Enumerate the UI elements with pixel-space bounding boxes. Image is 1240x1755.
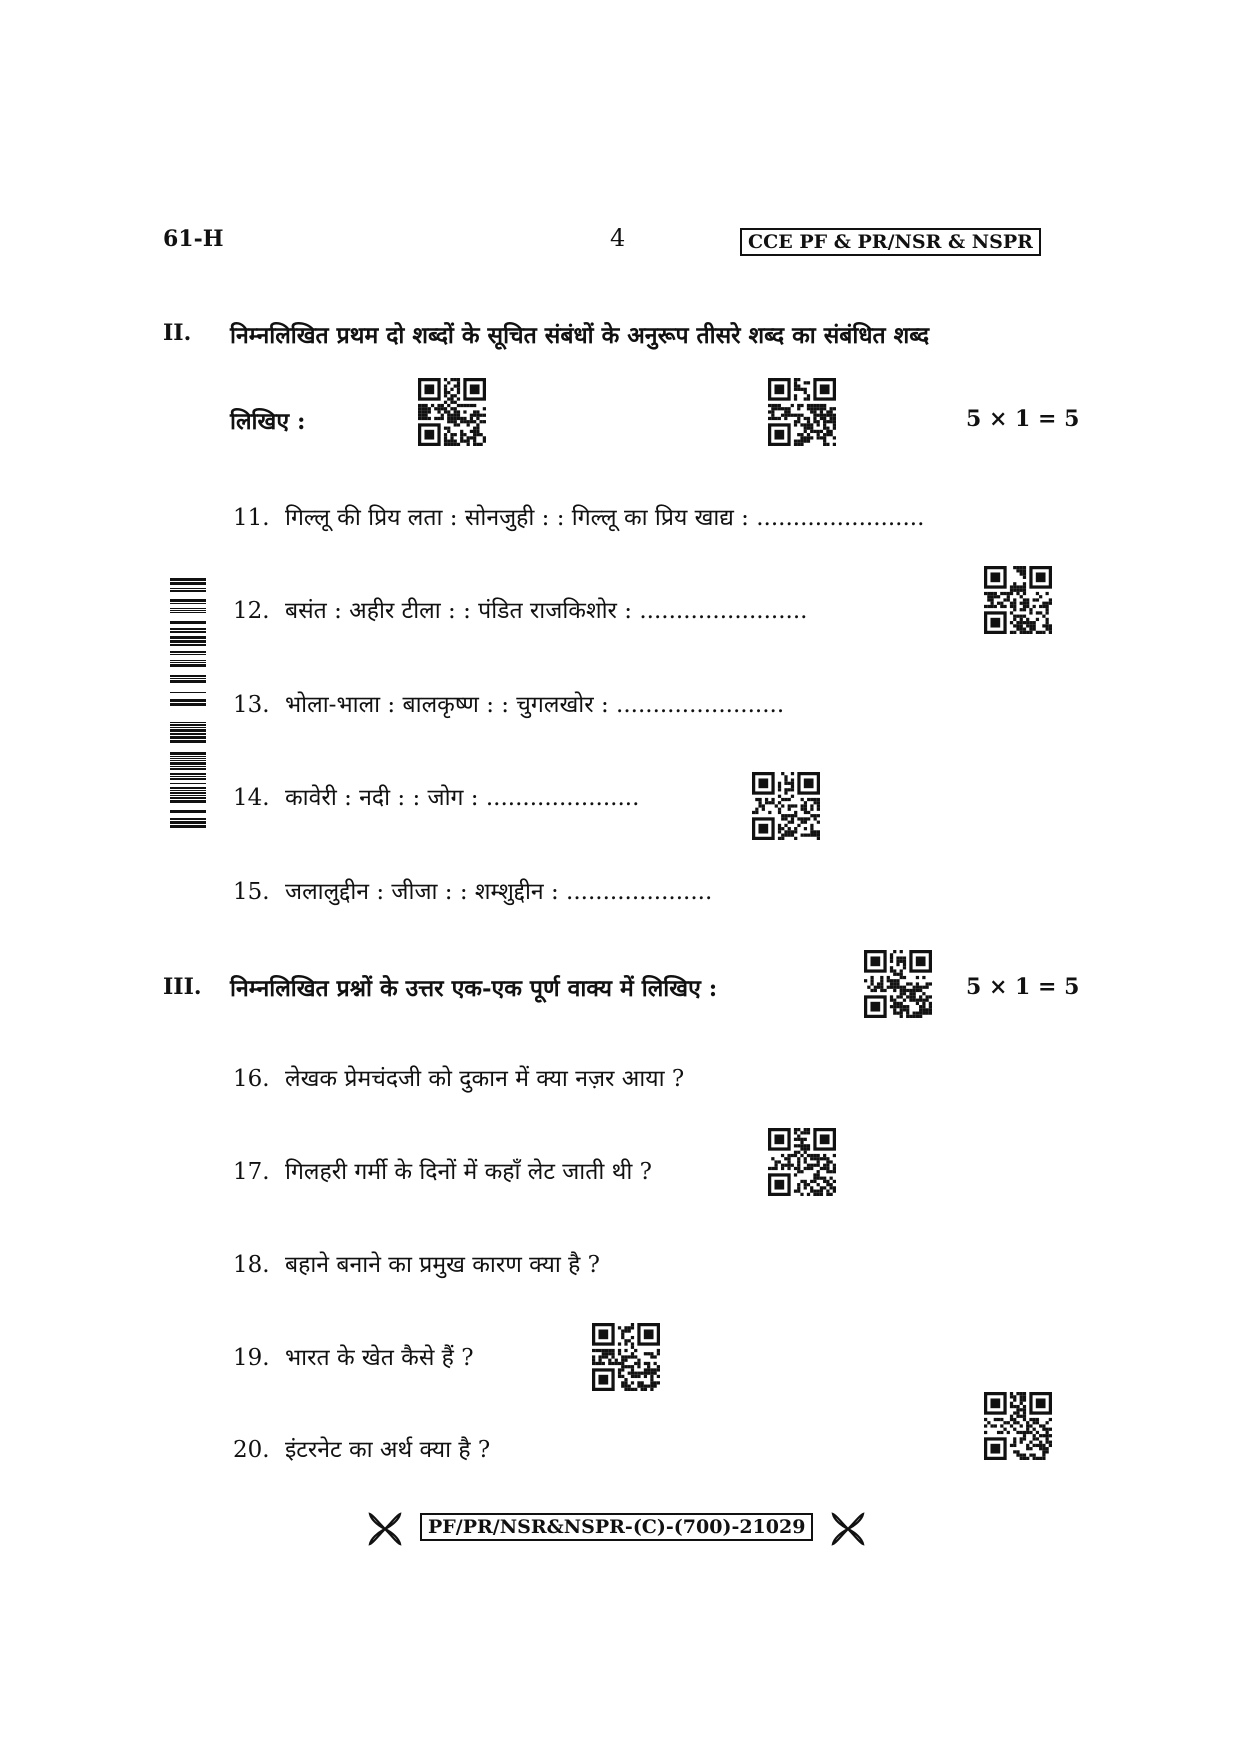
qr-code-icon [752,772,820,840]
paper-code: 61-H [163,226,224,252]
question-18 [233,1247,600,1279]
question-12 [233,593,807,625]
footer-code-box: PF/PR/NSR&NSPR-(C)-(700)-21029 [420,1513,813,1541]
question-text: बहाने बनाने का प्रमुख कारण क्या है ? [285,1252,600,1278]
question-number: 20. [233,1437,270,1463]
question-14 [233,780,639,812]
question-number: 12. [233,598,270,624]
section-2-instruction-cont: लिखिए : [230,408,306,435]
question-number: 11. [233,505,270,531]
question-text: गिल्लू की प्रिय लता : सोनजुही : : गिल्लू का प्रिय खाद्य : ....................... [285,505,925,531]
question-text: इंटरनेट का अर्थ क्या है ? [285,1437,491,1463]
question-text: गिलहरी गर्मी के दिनों में कहाँ लेट जाती थी ? [285,1159,652,1185]
section-3-instruction: निम्नलिखित प्रश्नों के उत्तर एक-एक पूर्ण वाक्य में लिखिए : [230,975,718,1002]
section-2-marks: 5 × 1 = 5 [966,406,1080,432]
section-2-instruction: निम्नलिखित प्रथम दो शब्दों के सूचित संबंधों के अनुरूप तीसरे शब्द का संबंधित शब्द [230,322,930,349]
question-11 [233,500,924,532]
qr-code-icon [592,1323,660,1391]
section-3-marks: 5 × 1 = 5 [966,974,1080,1000]
question-19 [233,1340,474,1372]
question-number: 17. [233,1159,270,1185]
question-number: 16. [233,1066,270,1092]
question-text: कावेरी : नदी : : जोग : ..................... [285,785,640,811]
question-text: भारत के खेत कैसे हैं ? [285,1345,474,1371]
question-number: 18. [233,1252,270,1278]
qr-code-icon [418,378,486,446]
question-16 [233,1061,684,1093]
question-number: 13. [233,692,270,718]
page-number: 4 [610,224,626,252]
ornament-icon [367,1511,403,1547]
question-number: 15. [233,879,270,905]
qr-code-icon [984,1392,1052,1460]
qr-code-icon [768,378,836,446]
question-text: बसंत : अहीर टीला : : पंडित राजकिशोर : ....................... [285,598,808,624]
question-20 [233,1432,490,1464]
question-number: 14. [233,785,270,811]
exam-code-box: CCE PF & PR/NSR & NSPR [740,228,1041,256]
barcode-icon [170,578,206,828]
question-text: जलालुद्दीन : जीजा : : शम्शुद्दीन : .................... [285,879,713,905]
section-3-number: III. [163,974,202,1000]
section-2-number: II. [163,320,192,346]
qr-code-icon [984,566,1052,634]
question-number: 19. [233,1345,270,1371]
question-17 [233,1154,652,1186]
question-13 [233,687,784,719]
ornament-icon [830,1511,866,1547]
question-text: लेखक प्रेमचंदजी को दुकान में क्या नज़र आया ? [285,1066,685,1092]
question-text: भोला-भाला : बालकृष्ण : : चुगलखोर : ....................... [285,692,785,718]
qr-code-icon [864,950,932,1018]
qr-code-icon [768,1128,836,1196]
question-15 [233,874,712,906]
